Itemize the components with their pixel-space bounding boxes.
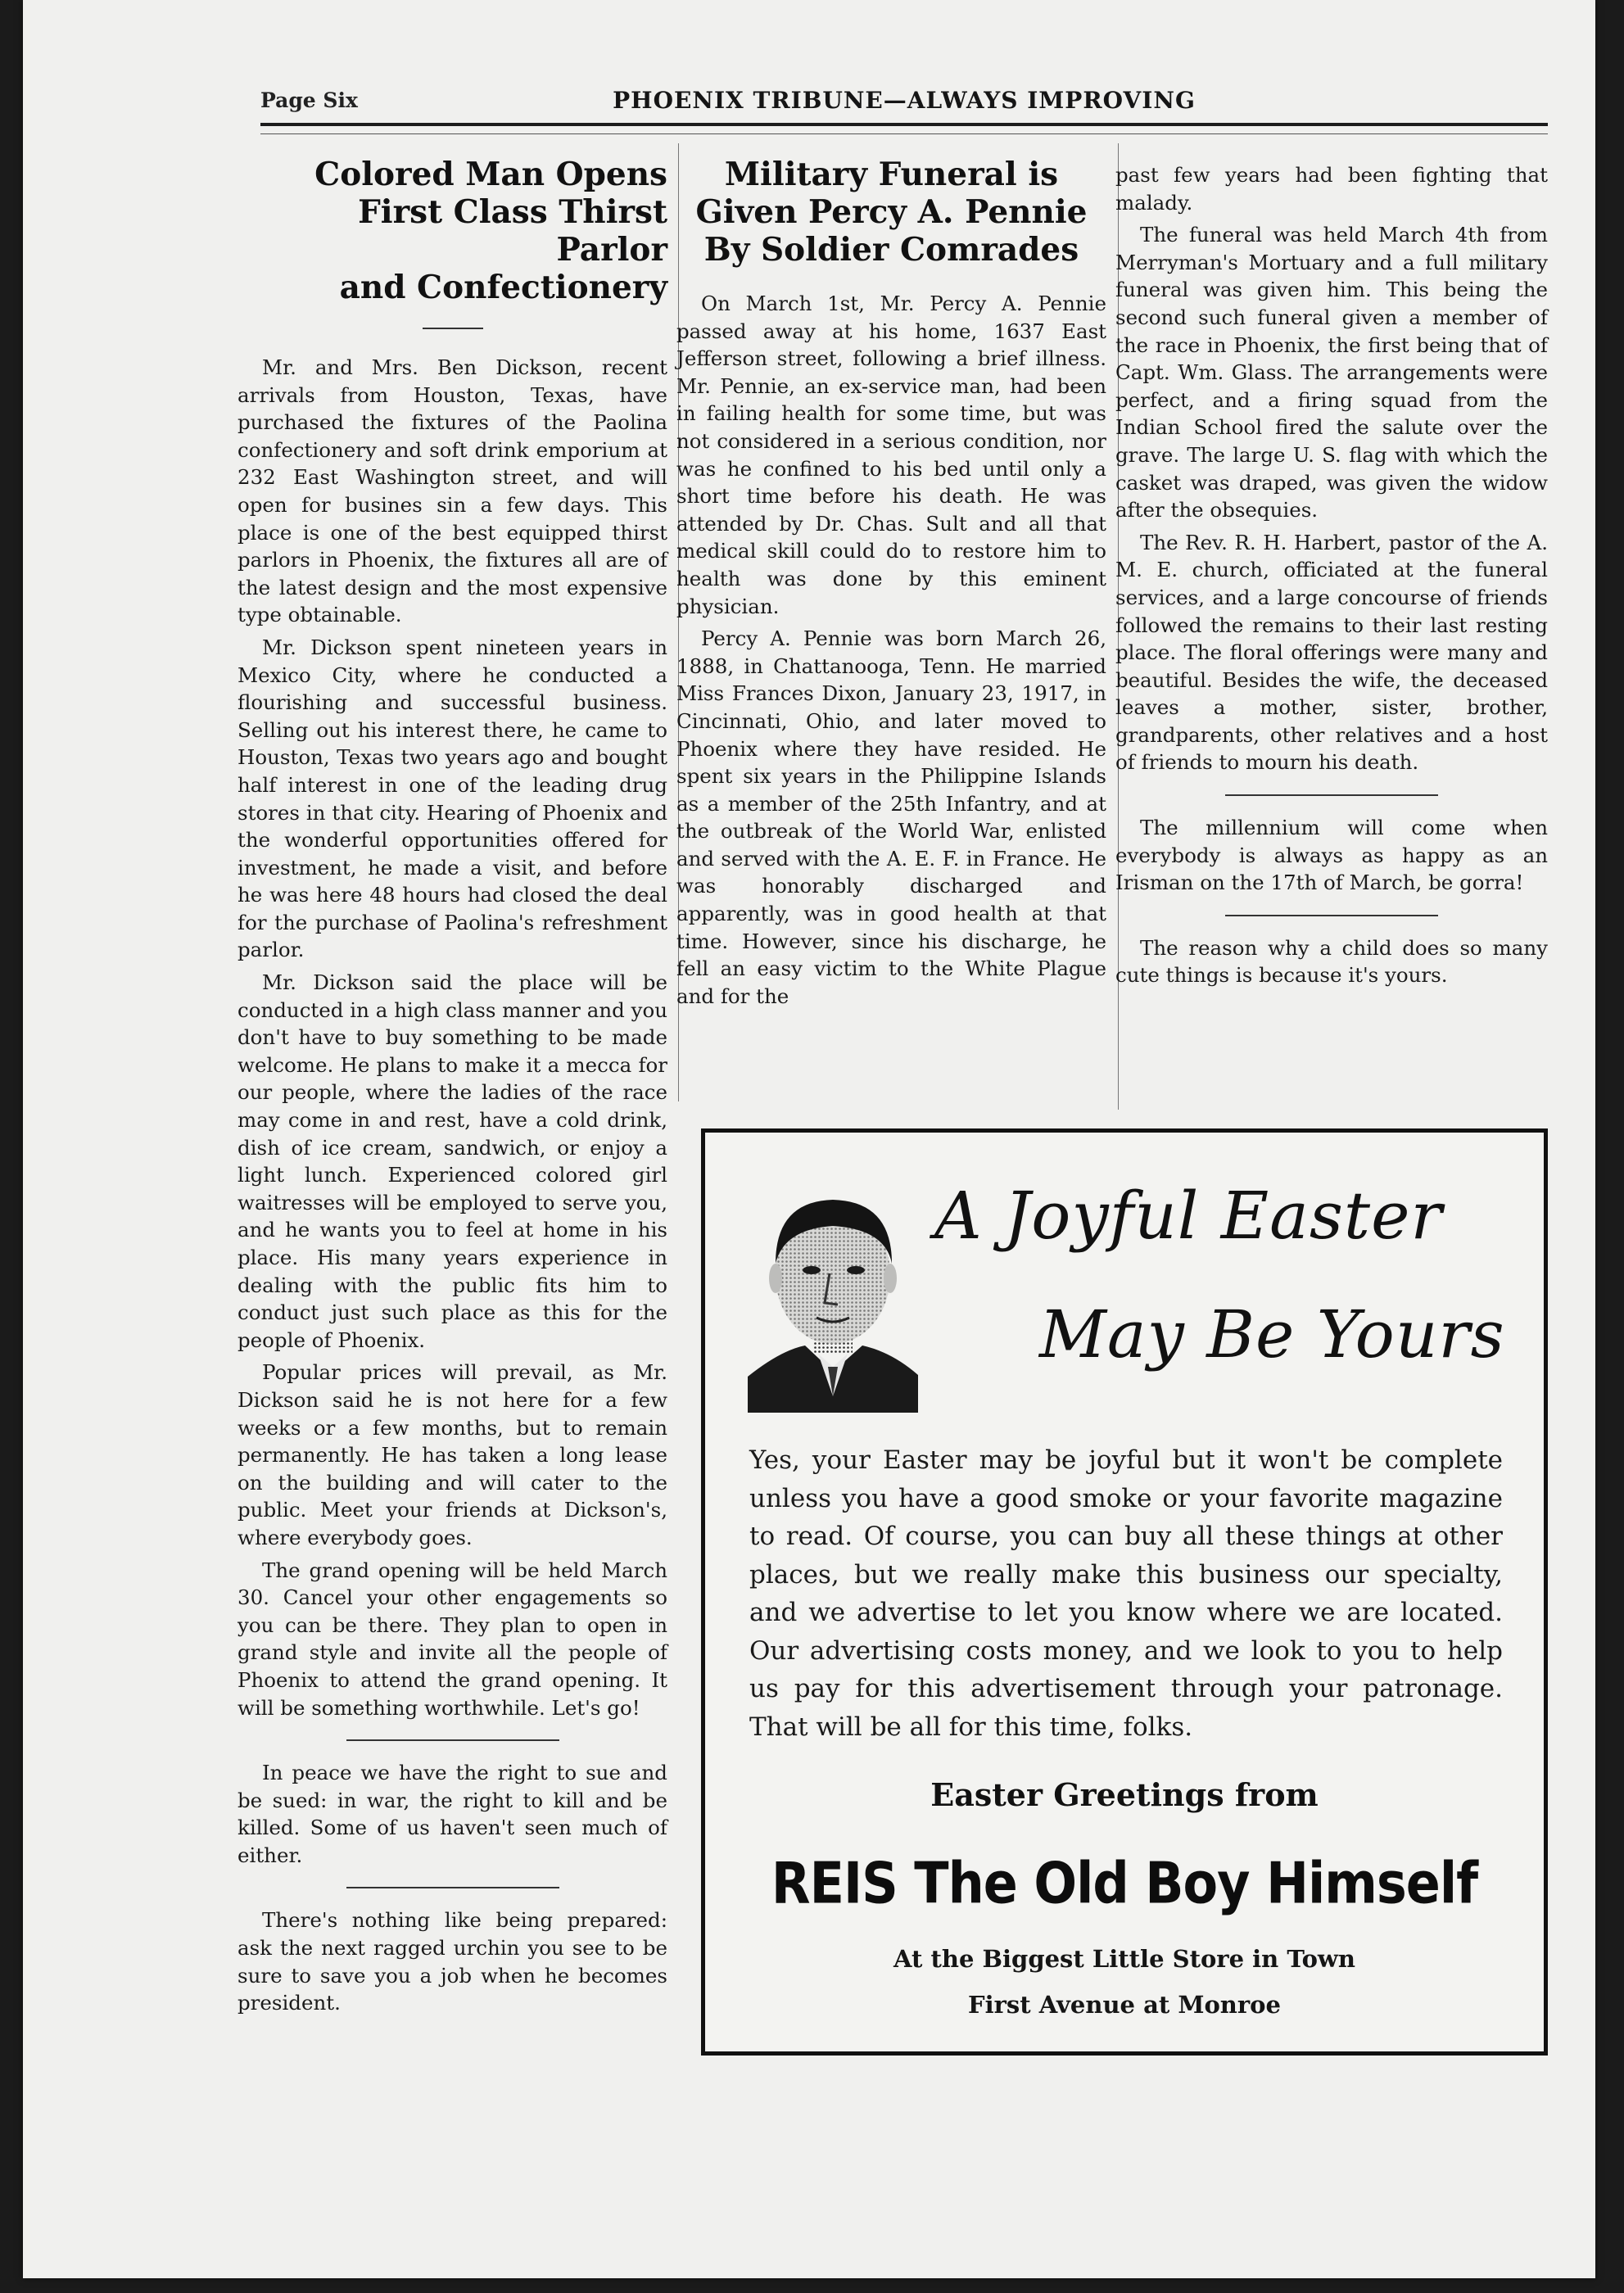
ad-headline-line-2: May Be Yours <box>1039 1296 1505 1373</box>
easter-advertisement <box>701 1128 1548 2056</box>
headline-line: and Confectionery <box>339 269 667 306</box>
article-paragraph: Popular prices will prevail, as Mr. Dickson said he is not here for a few weeks or a few months, but to remain permanently. He has taken a long lease on the building and will cater to the public. Meet your friends at Dickson's, where everybody goes. <box>237 1360 667 1549</box>
column-3 <box>1115 161 1548 994</box>
headline-line: Colored Man Opens <box>314 156 667 193</box>
section-rule <box>1225 915 1438 916</box>
header-rule <box>260 123 1548 126</box>
filler-paragraph: The reason why a child does so many cute things is because it's yours. <box>1115 935 1548 988</box>
section-rule <box>346 1739 559 1741</box>
filler-paragraph: The millennium will come when everybody is always as happy as an Irisman on the 17th of March, be gorra! <box>1115 816 1548 895</box>
article-paragraph: The Rev. R. H. Harbert, pastor of the A. M. E. church, officiated at the funeral services, and a large concourse of friends followed the remains to their last resting place. The floral offerings were many and beautiful. Besides the wife, the deceased leaves a mother, sister, brother, grandparents, other relatives and a host of friends to mourn his death. <box>1115 530 1548 775</box>
headline-line: Given Percy A. Pennie <box>695 193 1088 231</box>
article-paragraph: Mr. Dickson said the place will be conducted in a high class manner and you don't have to buy something to be made welcome. He plans to make it a mecca for our people, where the ladies of the race may come in and rest, have a cold drink, dish of ice cream, sandwich, or enjoy a light lunch. Experienced colored girl waitresses will be employed to serve you, and he wants you to feel at home in his place. His many years experience in dealing with the public fits him to conduct just such place as this for the people of Phoenix. <box>237 970 667 1352</box>
header-thin-rule <box>260 133 1548 134</box>
section-rule <box>1225 794 1438 796</box>
headline-cutoff-rule <box>423 328 483 329</box>
article-paragraph: The grand opening will be held March 30. Cancel your other engagements so you can be there. They plan to open in grand style and invite all the people of Phoenix to attend the grand opening. It will be something worthwhile. Let's go! <box>237 1558 667 1720</box>
headline-military-funeral <box>676 156 1106 269</box>
article-paragraph: The funeral was held March 4th from Merryman's Mortuary and a full military funeral was given him. This being the second such funeral given a member of the race in Phoenix, the first being that of Capt. Wm. Glass. The arrangements were perfect, and a firing squad from the Indian School fired the salute over the grave. The large U. S. flag with which the casket was draped, was given the widow after the obsequies. <box>1115 223 1548 522</box>
ad-address: First Avenue at Monroe <box>968 1991 1281 2019</box>
headline-line: By Soldier Comrades <box>703 231 1079 269</box>
headline-line: First Class Thirst Parlor <box>358 193 667 269</box>
ad-headline-line-1: A Joyful Easter <box>934 1178 1443 1254</box>
article-paragraph: Mr. and Mrs. Ben Dickson, recent arrivals from Houston, Texas, have purchased the fixtures of the Paolina confectionery and soft drink emporium at 232 East Washington street, and will open for busines sin a few days. This place is one of the best equipped thirst parlors in Phoenix, the fixtures all are of the latest design and the most expensive type obtainable. <box>237 355 667 627</box>
section-rule <box>346 1887 559 1888</box>
article-paragraph: On March 1st, Mr. Percy A. Pennie passed away at his home, 1637 East Jefferson street, following a brief illness. Mr. Pennie, an ex-service man, had been in failing health for some time, but was not considered in a serious condition, nor was he confined to his bed until only a short time before his death. He was attended by Dr. Chas. Sult and all that medical skill could do to restore him to health was done by this eminent physician. <box>676 292 1106 618</box>
column-1 <box>237 156 667 2022</box>
ad-store-tagline: At the Biggest Little Store in Town <box>893 1945 1355 1973</box>
article-paragraph: Mr. Dickson spent nineteen years in Mexico City, where he conducted a flourishing and successful business. Selling out his interest there, he came to Houston, Texas two years ago and bought half interest in one of the leading drug stores in that city. Hearing of Phoenix and the wonderful opportunities offered for investment, he made a visit, and before he was here 48 hours had closed the deal for the purchase of Paolina's refreshment parlor. <box>237 635 667 962</box>
column-2 <box>676 156 1106 1015</box>
article-paragraph: past few years had been fighting that malady. <box>1115 163 1548 215</box>
ad-greeting: Easter Greetings from <box>930 1776 1319 1813</box>
ad-body-text: Yes, your Easter may be joyful but it won't be complete unless you have a good smoke or your favorite magazine to read. Of course, you can buy all these things at other places, but we really make this business our specialty, and we advertise to let you know where we are located. Our advertising costs money, and we look to you to help us pay for this advertisement through your patronage. That will be all for this time, folks. <box>749 1445 1503 1742</box>
page-number: Page Six <box>260 88 358 112</box>
headline-line: Military Funeral is <box>724 156 1059 193</box>
portrait-photo <box>748 1182 918 1413</box>
running-head <box>260 85 1548 118</box>
headline-thirst-parlor <box>237 156 667 306</box>
newspaper-page <box>23 0 1595 2278</box>
filler-paragraph: There's nothing like being prepared: ask the next ragged urchin you see to be sure to save you a job when he becomes president. <box>237 1908 667 2015</box>
article-paragraph: Percy A. Pennie was born March 26, 1888, in Chattanooga, Tenn. He married Miss Frances Dixon, January 23, 1917, in Cincinnati, Ohio, and later moved to Phoenix where they have resided. He spent six years in the Philippine Islands as a member of the 25th Infantry, and at the outbreak of the World War, enlisted and served with the A. E. F. in France. He was honorably discharged and apparently, was in good health at that time. However, since his discharge, he fell an easy victim to the White Plague and for the <box>676 626 1106 1008</box>
filler-paragraph: In peace we have the right to sue and be sued: in war, the right to kill and be killed. Some of us haven't seen much of either. <box>237 1761 667 1867</box>
newspaper-title: PHOENIX TRIBUNE—ALWAYS IMPROVING <box>613 87 1196 114</box>
ad-brand-name: REIS The Old Boy Himself <box>771 1849 1478 1917</box>
